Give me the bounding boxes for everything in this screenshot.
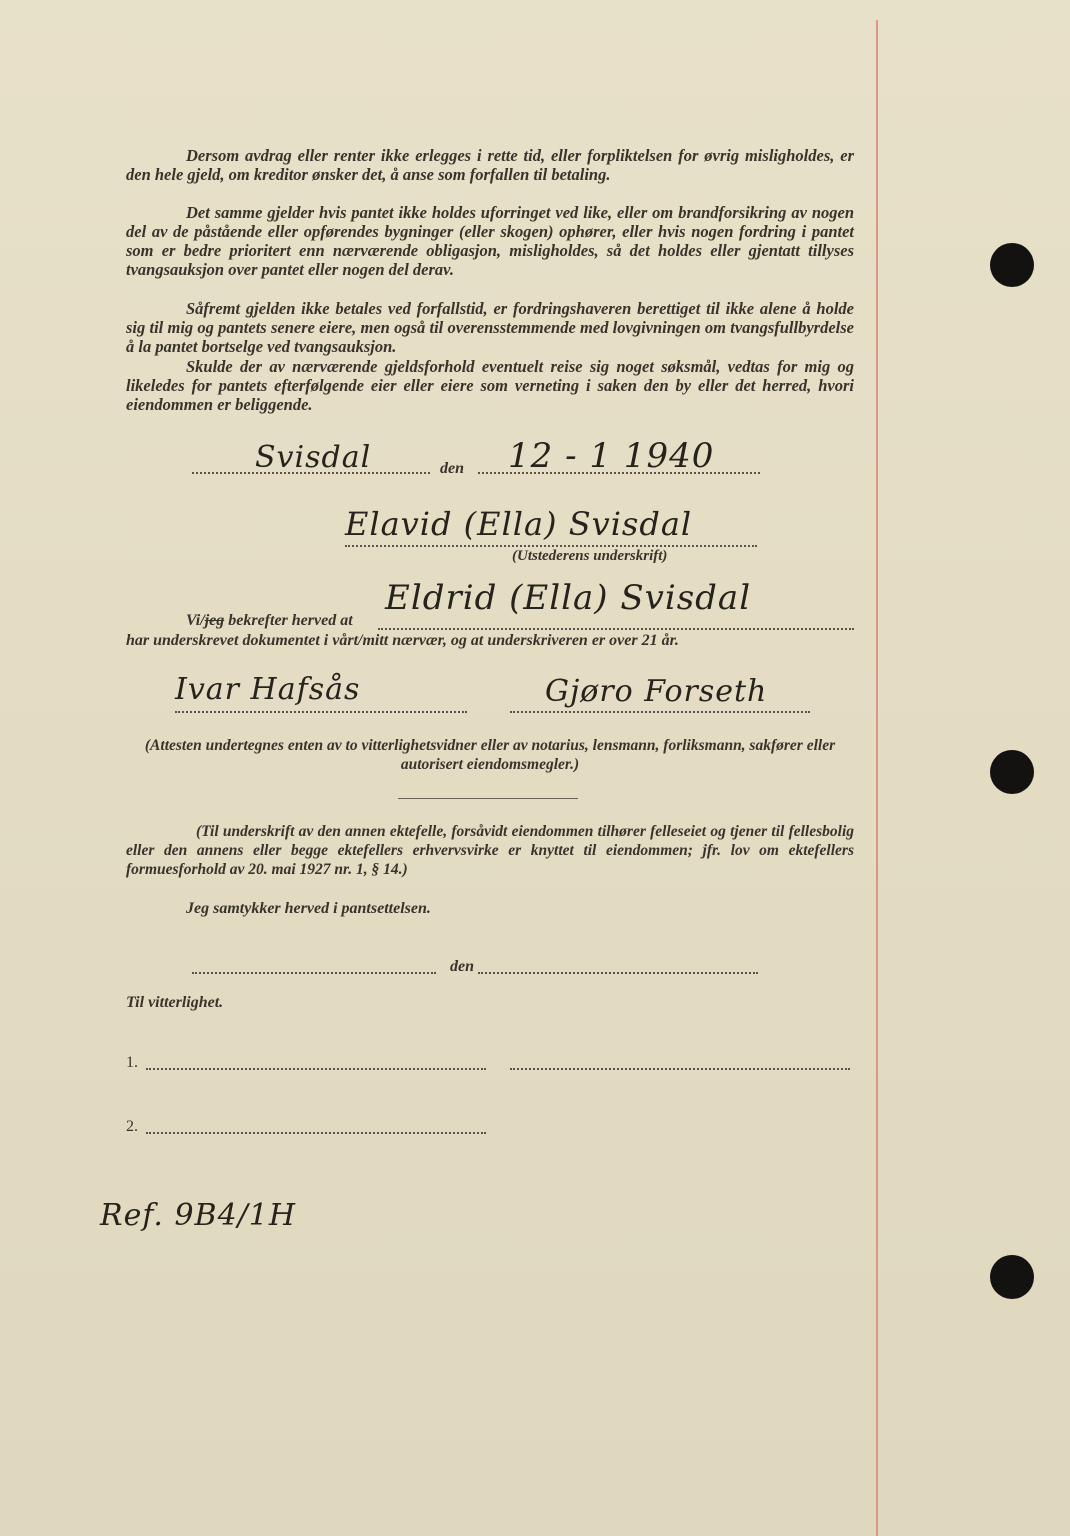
witness2-line xyxy=(510,711,810,713)
witness-number-1: 1. xyxy=(126,1054,138,1071)
clause-maturity xyxy=(126,299,854,356)
attest-note: (Attesten undertegnes enten av to vitterlighetsvidner eller av notarius, lensmann, forliksmann, sakfører eller autorisert eiendomsmegler.) xyxy=(144,737,836,773)
issuer-caption: (Utstederens underskrift) xyxy=(512,548,668,564)
issuer-signature-line xyxy=(345,545,757,547)
clause-insurance xyxy=(126,203,854,279)
witness1-signature: Ivar Hafsås xyxy=(175,672,361,707)
margin-line xyxy=(876,20,878,1536)
vitterlighet-line-1b xyxy=(510,1068,850,1070)
issuer-signature: Elavid (Ella) Svisdal xyxy=(345,505,693,543)
punch-hole-middle xyxy=(990,750,1034,794)
spouse-note xyxy=(126,822,854,879)
vitterlighet-line-1a xyxy=(146,1068,486,1070)
consent-text: Jeg samtykker herved i pantsettelsen. xyxy=(186,900,431,917)
margin-note: Ref. 9B4/1H xyxy=(100,1198,297,1233)
clause-venue-text: Skulde der av nærværende gjeldsforhold eventuelt reise sig noget søksmål, vedtas for mig og likeledes for pantets efterfølgende eier eller eiere som verneting i saken den by eller det herred, hvori eiendommen er beliggende. xyxy=(126,357,854,414)
consent-place-line xyxy=(192,972,436,974)
punch-hole-top xyxy=(990,243,1034,287)
confirmation-lead: bekrefter herved at xyxy=(224,612,353,629)
date-handwritten: 12 - 1 1940 xyxy=(508,436,715,476)
confirmation-line2: har underskrevet dokumentet i vårt/mitt nærvær, og at underskriveren er over 21 år. xyxy=(126,632,679,649)
confirmation-line1 xyxy=(186,612,353,630)
confirmation-prefix: Vi/ xyxy=(186,612,205,629)
punch-hole-bottom xyxy=(990,1255,1034,1299)
vitterlighet-line-2a xyxy=(146,1132,486,1134)
clause-venue xyxy=(126,357,854,414)
clause-default-text: Dersom avdrag eller renter ikke erlegges i rette tid, eller forpliktelsen for øvrig misligholdes, er den hele gjeld, om kreditor ønsker det, å anse som forfallen til betaling. xyxy=(126,146,854,184)
spouse-note-text: (Til underskrift av den annen ektefelle, forsåvidt eiendommen tilhører felleseiet og tjener til fellesbolig eller den annens eller begge ektefellers erhvervsvirke er knyttet til eiendommen; jfr. lov om ektefellers formuesforhold av 20. mai 1927 nr. 1, § 14.) xyxy=(126,823,854,878)
witness1-line xyxy=(175,711,467,713)
den-label: den xyxy=(440,460,464,477)
confirmation-dotted-line xyxy=(378,628,854,630)
section-divider xyxy=(398,798,578,799)
confirmation-signature: Eldrid (Ella) Svisdal xyxy=(385,578,752,618)
clause-insurance-text: Det samme gjelder hvis pantet ikke holdes uforringet ved like, eller om brandforsikring av nogen del av de påstående eller opførendes bygninger (eller skogen) ophører, eller hvis nogen fordring i pantet som er bedre prioritert enn nærværende obligasjon, misligholdes, så det holdes eller gjentatt tillyses tvangsauksjon over pantet eller nogen del derav. xyxy=(126,203,854,279)
clause-default xyxy=(126,146,854,184)
consent-den-label: den xyxy=(450,958,474,975)
witness-number-2: 2. xyxy=(126,1118,138,1135)
vitterlighet-label: Til vitterlighet. xyxy=(126,994,224,1011)
consent-date-line xyxy=(478,972,758,974)
place-handwritten: Svisdal xyxy=(255,440,372,475)
clause-maturity-text: Såfremt gjelden ikke betales ved forfallstid, er fordringshaveren berettiget til ikke alene å holde sig til mig og pantets senere eiere, men også til overensstemmende med lovgivningen om tvangsfullbyrdelse å la pantet bortselge ved tvangsauksjon. xyxy=(126,299,854,356)
confirmation-struck: jeg xyxy=(204,612,225,629)
witness2-signature: Gjøro Forseth xyxy=(545,674,768,709)
